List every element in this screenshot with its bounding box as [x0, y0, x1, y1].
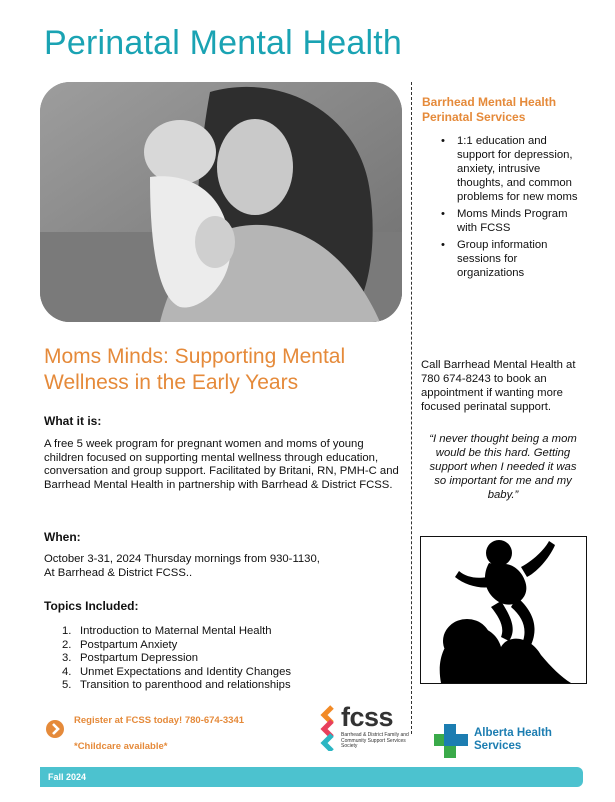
footer-bar	[40, 767, 583, 787]
what-description: A free 5 week program for pregnant women and moms of young children focused on supporting mental wellness through education, conversation and group support. Facilitated by Britani, RN, PMH-C and Barrhead Mental Health in partnership with Barrhead & District FCSS.	[44, 438, 399, 491]
childcare-note: *Childcare available*	[74, 741, 168, 752]
when-label: When:	[44, 530, 81, 544]
column-divider	[411, 82, 412, 734]
what-label: What it is:	[44, 414, 102, 428]
mother-lifting-baby-silhouette	[420, 536, 587, 684]
page-title: Perinatal Mental Health	[44, 24, 403, 62]
program-heading: Moms Minds: Supporting Mental Wellness in the Early Years	[44, 345, 346, 394]
fcss-logo-subtext: Barrhead & District Family and Community Support Services Society	[341, 732, 409, 750]
testimonial-quote: “I never thought being a mom would be this hard. Getting support when I needed it was so important for me and my baby.”	[429, 433, 577, 501]
list-item: 3. Postpartum Depression	[62, 652, 199, 665]
when-date-line: October 3-31, 2024 Thursday mornings from 930-1130,	[44, 553, 320, 565]
list-item: • Moms Minds Program with FCSS	[438, 207, 586, 235]
sidebar-heading: Barrhead Mental Health Perinatal Services	[422, 95, 557, 124]
call-to-action: Call Barrhead Mental Health at 780 674-8243 to book an appointment if wanting more focused perinatal support.	[421, 359, 576, 413]
list-item: • Group information sessions for organizations	[438, 238, 586, 280]
when-details	[44, 553, 400, 580]
mother-kissing-baby-photo	[40, 82, 402, 322]
footer-season: Fall 2024	[48, 772, 87, 782]
when-location-line: At Barrhead & District FCSS..	[44, 566, 193, 579]
arrow-circle-icon	[46, 720, 64, 738]
topics-label: Topics Included:	[44, 599, 139, 613]
list-item: 4. Unmet Expectations and Identity Changes	[62, 665, 292, 678]
list-item: 2. Postpartum Anxiety	[62, 638, 178, 651]
ahs-logo-line1: Alberta Health	[474, 727, 552, 739]
services-list	[438, 134, 586, 283]
fcss-logo-text: fcss	[341, 702, 394, 732]
register-link[interactable]: Register at FCSS today! 780-674-3341	[74, 715, 245, 726]
ahs-logo-line2: Services	[474, 740, 522, 752]
list-item: • 1:1 education and support for depression, anxiety, intrusive thoughts, and common problems for new moms	[438, 134, 586, 204]
list-item: 5. Transition to parenthood and relationships	[62, 679, 291, 692]
alberta-health-cross-icon	[432, 722, 468, 758]
topics-list	[62, 625, 291, 693]
list-item: 1. Introduction to Maternal Mental Health	[62, 625, 272, 637]
